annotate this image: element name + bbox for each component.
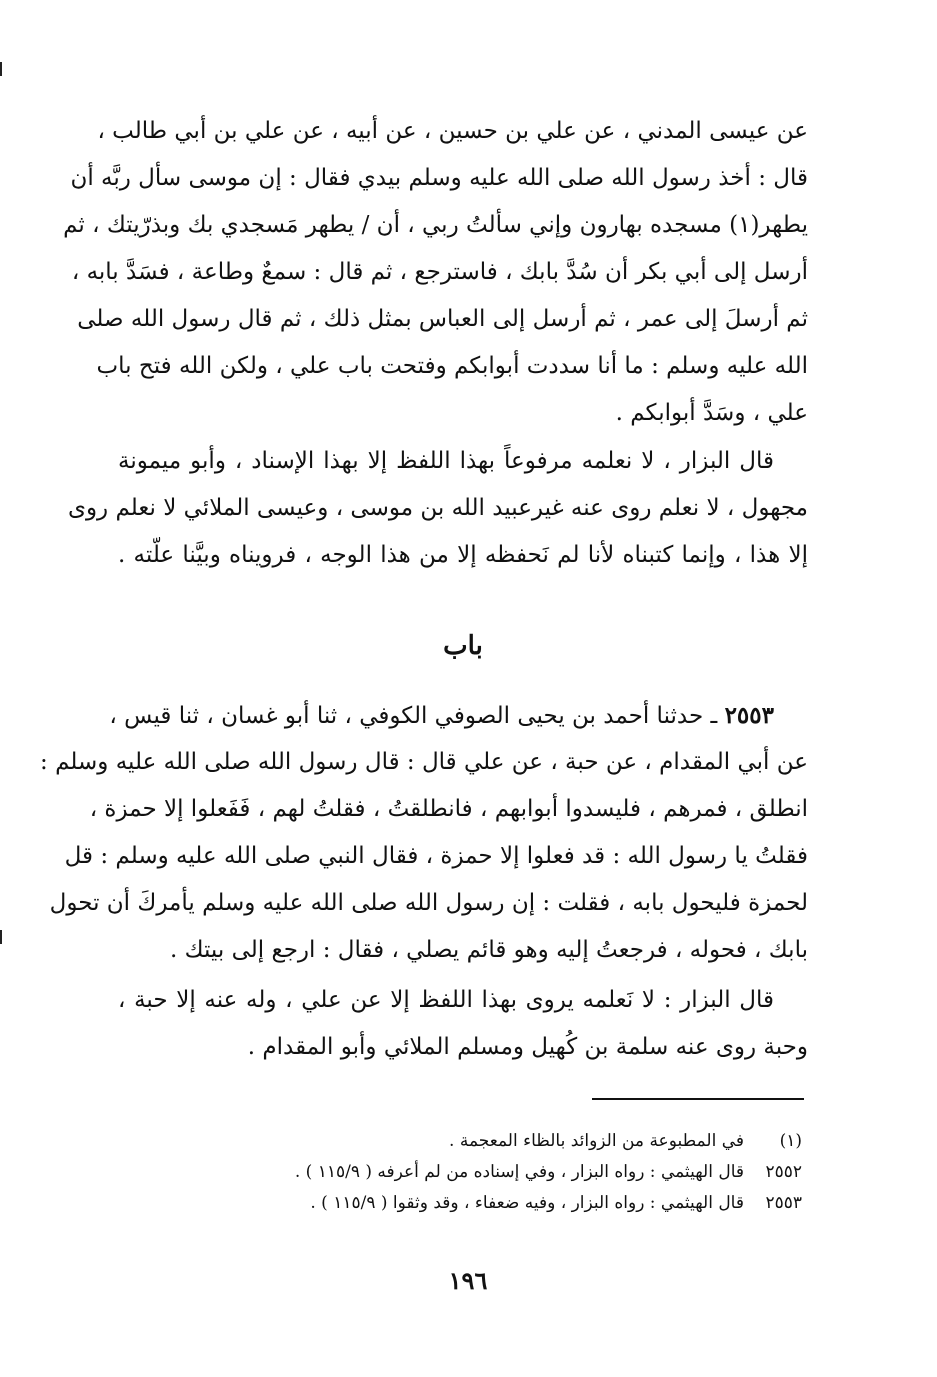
footnote-mark: (١) [779,1131,802,1151]
text-line: عن عيسى المدني ، عن علي بن حسين ، عن أبيه ، عن علي بن أبي طالب ، [97,118,808,144]
paragraph-hadith-continuation [63,108,808,437]
footnote [118,1126,808,1157]
footnote [118,1188,808,1219]
text-line: قال البزار : لا نَعلمه يروى بهذا اللفظ إلا عن علي ، وله عنه إلا حبة ، [118,987,774,1013]
text-line: عن أبي المقدام ، عن حبة ، عن علي قال : قال رسول الله صلى الله عليه وسلم : [40,749,808,775]
text-line: أرسل إلى أبي بكر أن سُدَّ بابك ، فاسترجع ، ثم قال : سمعٌ وطاعة ، فسَدَّ بابه ، [71,259,808,285]
paragraph-bazzar-comment [67,438,808,579]
text-line: الله عليه وسلم : ما أنا سددت أبوابكم وفتحت باب علي ، ولكن الله فتح باب [96,353,808,379]
text-line: بابك ، فحوله ، فرجعتُ إليه وهو قائم يصلي ، فقال : ارجع إلى بيتك . [169,937,808,963]
footnote-separator [592,1098,804,1100]
text-line: ثم أرسلَ إلى عمر ، ثم أرسل إلى العباس بمثل ذلك ، ثم قال رسول الله صلى [77,306,808,332]
text-line-with-hadith-number [109,692,808,739]
scan-edge-mark [0,930,2,944]
text-line: فقلتُ يا رسول الله : قد فعلوا إلا حمزة ، فقال النبي صلى الله عليه وسلم : قل [64,843,808,869]
text-line: وحبة روى عنه سلمة بن كُهيل ومسلم الملائي وأبو المقدام . [247,1034,808,1060]
text-line: إلا هذا ، وإنما كتبناه لأنا لم نَحفظه إلا من هذا الوجه ، فرويناه وبيَّنا علّته . [118,542,808,568]
footnote [118,1157,808,1188]
text-line: انطلق ، فمرهم ، فليسدوا أبوابهم ، فانطلقتُ ، فقلتُ لهم ، فَفَعلوا إلا حمزة ، [89,796,808,822]
footnotes [118,1126,808,1219]
text-line: لحمزة فليحول بابه ، فقلت : إن رسول الله صلى الله عليه وسلم يأمركَ أن تحول [49,890,808,916]
chapter-heading: باب [443,631,483,661]
text-line: مجهول ، لا نعلم روى عنه غيرعبيد الله بن موسى ، وعيسى الملائي لا نعلم روى [67,495,808,521]
footnote-text: في المطبوعة من الزوائد بالظاء المعجمة . [449,1131,744,1151]
paragraph-hadith-2553 [40,692,808,974]
text-line: علي ، وسَدَّ أبوابكم . [615,400,808,426]
paragraph-bazzar-comment-2 [118,977,808,1071]
footnote-text: قال الهيثمي : رواه البزار ، وفيه ضعفاء ، وقد وثقوا ( ١١٥/٩ ) . [310,1193,744,1213]
hadith-number: ٢٥٥٣ [724,702,774,729]
hadith-first-line: ـ حدثنا أحمد بن يحيى الصوفي الكوفي ، ثنا أبو غسان ، ثنا قيس ، [109,703,718,729]
text-line: يطهر(١) مسجده بهارون وإني سألتُ ربي ، أن / يطهر مَسجدي بك وبذرّيتك ، ثم [63,212,808,238]
footnote-mark: ٢٥٥٣ [765,1193,802,1213]
footnote-text: قال الهيثمي : رواه البزار ، وفي إسناده من لم أعرفه ( ١١٥/٩ ) . [294,1162,744,1182]
text-line: قال : أخذ رسول الله صلى الله عليه وسلم بيدي فقال : إن موسى سأل ربَّه أن [70,165,808,191]
page-number: ١٩٦ [448,1266,488,1295]
scan-edge-mark [0,62,2,76]
text-line: قال البزار ، لا نعلمه مرفوعاً بهذا اللفظ إلا بهذا الإسناد ، وأبو ميمونة [118,448,774,474]
footnote-mark: ٢٥٥٢ [765,1162,802,1182]
